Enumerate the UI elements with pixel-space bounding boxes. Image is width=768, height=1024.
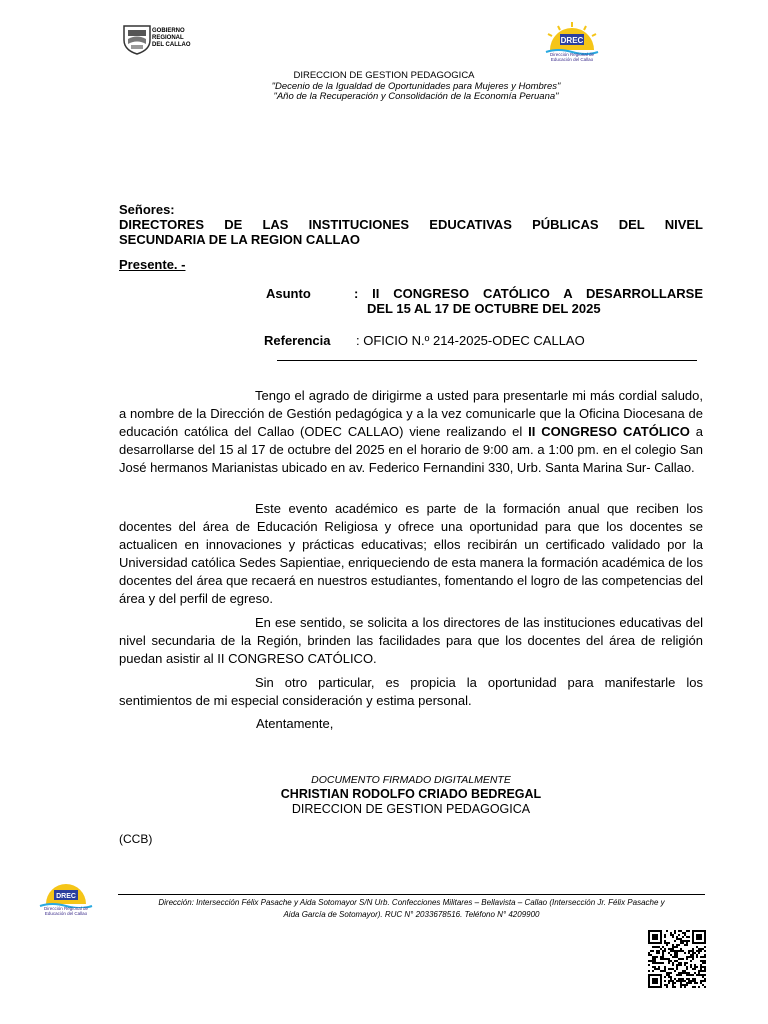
drec-logo-subtitle: Dirección Regional de Educación del Callao: [549, 52, 595, 62]
qr-code: [648, 930, 706, 988]
signature-note: DOCUMENTO FIRMADO DIGITALMENTE: [311, 774, 511, 786]
gov-text-line: DEL CALLAO: [152, 42, 191, 48]
body-paragraph: Este evento académico es parte de la formación anual que reciben los docentes del área de Educación Religiosa y ofrece una oportunidad para que los docentes se actualicen en innovaciones y prácticas educativas; ellos recibirán un certificado validado por la Universidad católica Sedes Sapientiae, enriqueciendo de esta manera la formación académica de los docentes del área que recaerá en nuestros estudiantes, fomentando el logro de las competencias del área y del perfil de egreso.: [119, 501, 703, 606]
footer-drec-label: DREC: [56, 893, 76, 900]
qr-code-icon: [648, 930, 706, 988]
subject-label: Asunto: [266, 286, 311, 301]
drec-logo-label: DREC: [560, 36, 584, 45]
footer-drec-subtitle: Dirección Regional de Educación del Callao: [43, 906, 89, 916]
shield-icon: [120, 22, 154, 56]
body-text: Tengo el agrado de dirigirme a usted para presentarle mi más cordial saludo, a nombre de la Dirección de Gestión pedagógica y a la vez comunicarle que la Oficina Diocesana de educación católica del Callao (ODEC CALLAO) viene realizando el: [119, 388, 703, 439]
sun-logo-icon: [540, 20, 604, 56]
body-paragraph: Sin otro particular, es propicia la oportunidad para manifestarle los sentimientos de mi especial consideración y estima personal.: [119, 675, 703, 708]
header-direction: DIRECCION DE GESTION PEDAGOGICA: [293, 70, 475, 81]
subject-line: : II CONGRESO CATÓLICO A DESARROLLARSE: [354, 286, 703, 301]
addressee-line: DIRECTORES DE LAS INSTITUCIONES EDUCATIVAS PÚBLICAS DEL NIVEL: [119, 217, 703, 232]
divider-line: [277, 360, 697, 361]
footer-address: [118, 897, 705, 921]
header-quote-year: "Año de la Recuperación y Consolidación de la Economía Peruana": [273, 91, 559, 102]
signer-title: DIRECCION DE GESTION PEDAGOGICA: [291, 802, 531, 816]
body-text: a desarrollarse del 15 al 17 de octubre del 2025 en el horario de 9:00 am. a 1:00 pm. en el colegio San José hermanos Marianistas ubicado en av. Federico Fernandini 330, Urb. Santa Marina Sur- Callao.: [119, 424, 703, 475]
salutation: Señores:: [119, 202, 175, 217]
initials: (CCB): [119, 832, 153, 846]
gobierno-regional-text: [152, 28, 191, 49]
reference-value: : OFICIO N.º 214-2025-ODEC CALLAO: [356, 333, 585, 348]
footer-divider: [118, 894, 705, 895]
event-name: II CONGRESO CATÓLICO: [528, 424, 690, 439]
gov-text-line: GOBIERNO: [152, 28, 185, 34]
body-paragraph: En ese sentido, se solicita a los directores de las instituciones educativas del nivel secundaria de la Región, brinden las facilidades para que los docentes del área de religión puedan asistir al II CONGRESO CATÓLICO.: [119, 615, 703, 666]
addressee-block: [119, 202, 703, 247]
addressee-line: SECUNDARIA DE LA REGION CALLAO: [119, 232, 360, 247]
subject-value: [354, 286, 703, 316]
signer-name: CHRISTIAN RODOLFO CRIADO BEDREGAL: [280, 787, 542, 801]
reference-label: Referencia: [264, 333, 331, 348]
body-paragraph: [119, 387, 703, 477]
closing: Atentamente,: [256, 716, 334, 731]
sun-logo-icon: [36, 880, 96, 908]
presente: Presente. -: [119, 257, 186, 272]
footer-line-text: Dirección: Intersección Félix Pasache y Aida Sotomayor S/N Urb. Confecciones Militares – Bellavista – Callao (Intersección Jr. Félix Pasache y: [158, 898, 665, 907]
header-quote-decade: "Decenio de la Igualdad de Oportunidades para Mujeres y Hombres": [271, 81, 561, 92]
footer-line-text: Aida García de Sotomayor). RUC N° 2033678516. Teléfono N° 4209900: [283, 910, 540, 919]
subject-line: DEL 15 AL 17 DE OCTUBRE DEL 2025: [367, 301, 601, 316]
gov-text-line: REGIONAL: [152, 35, 184, 41]
